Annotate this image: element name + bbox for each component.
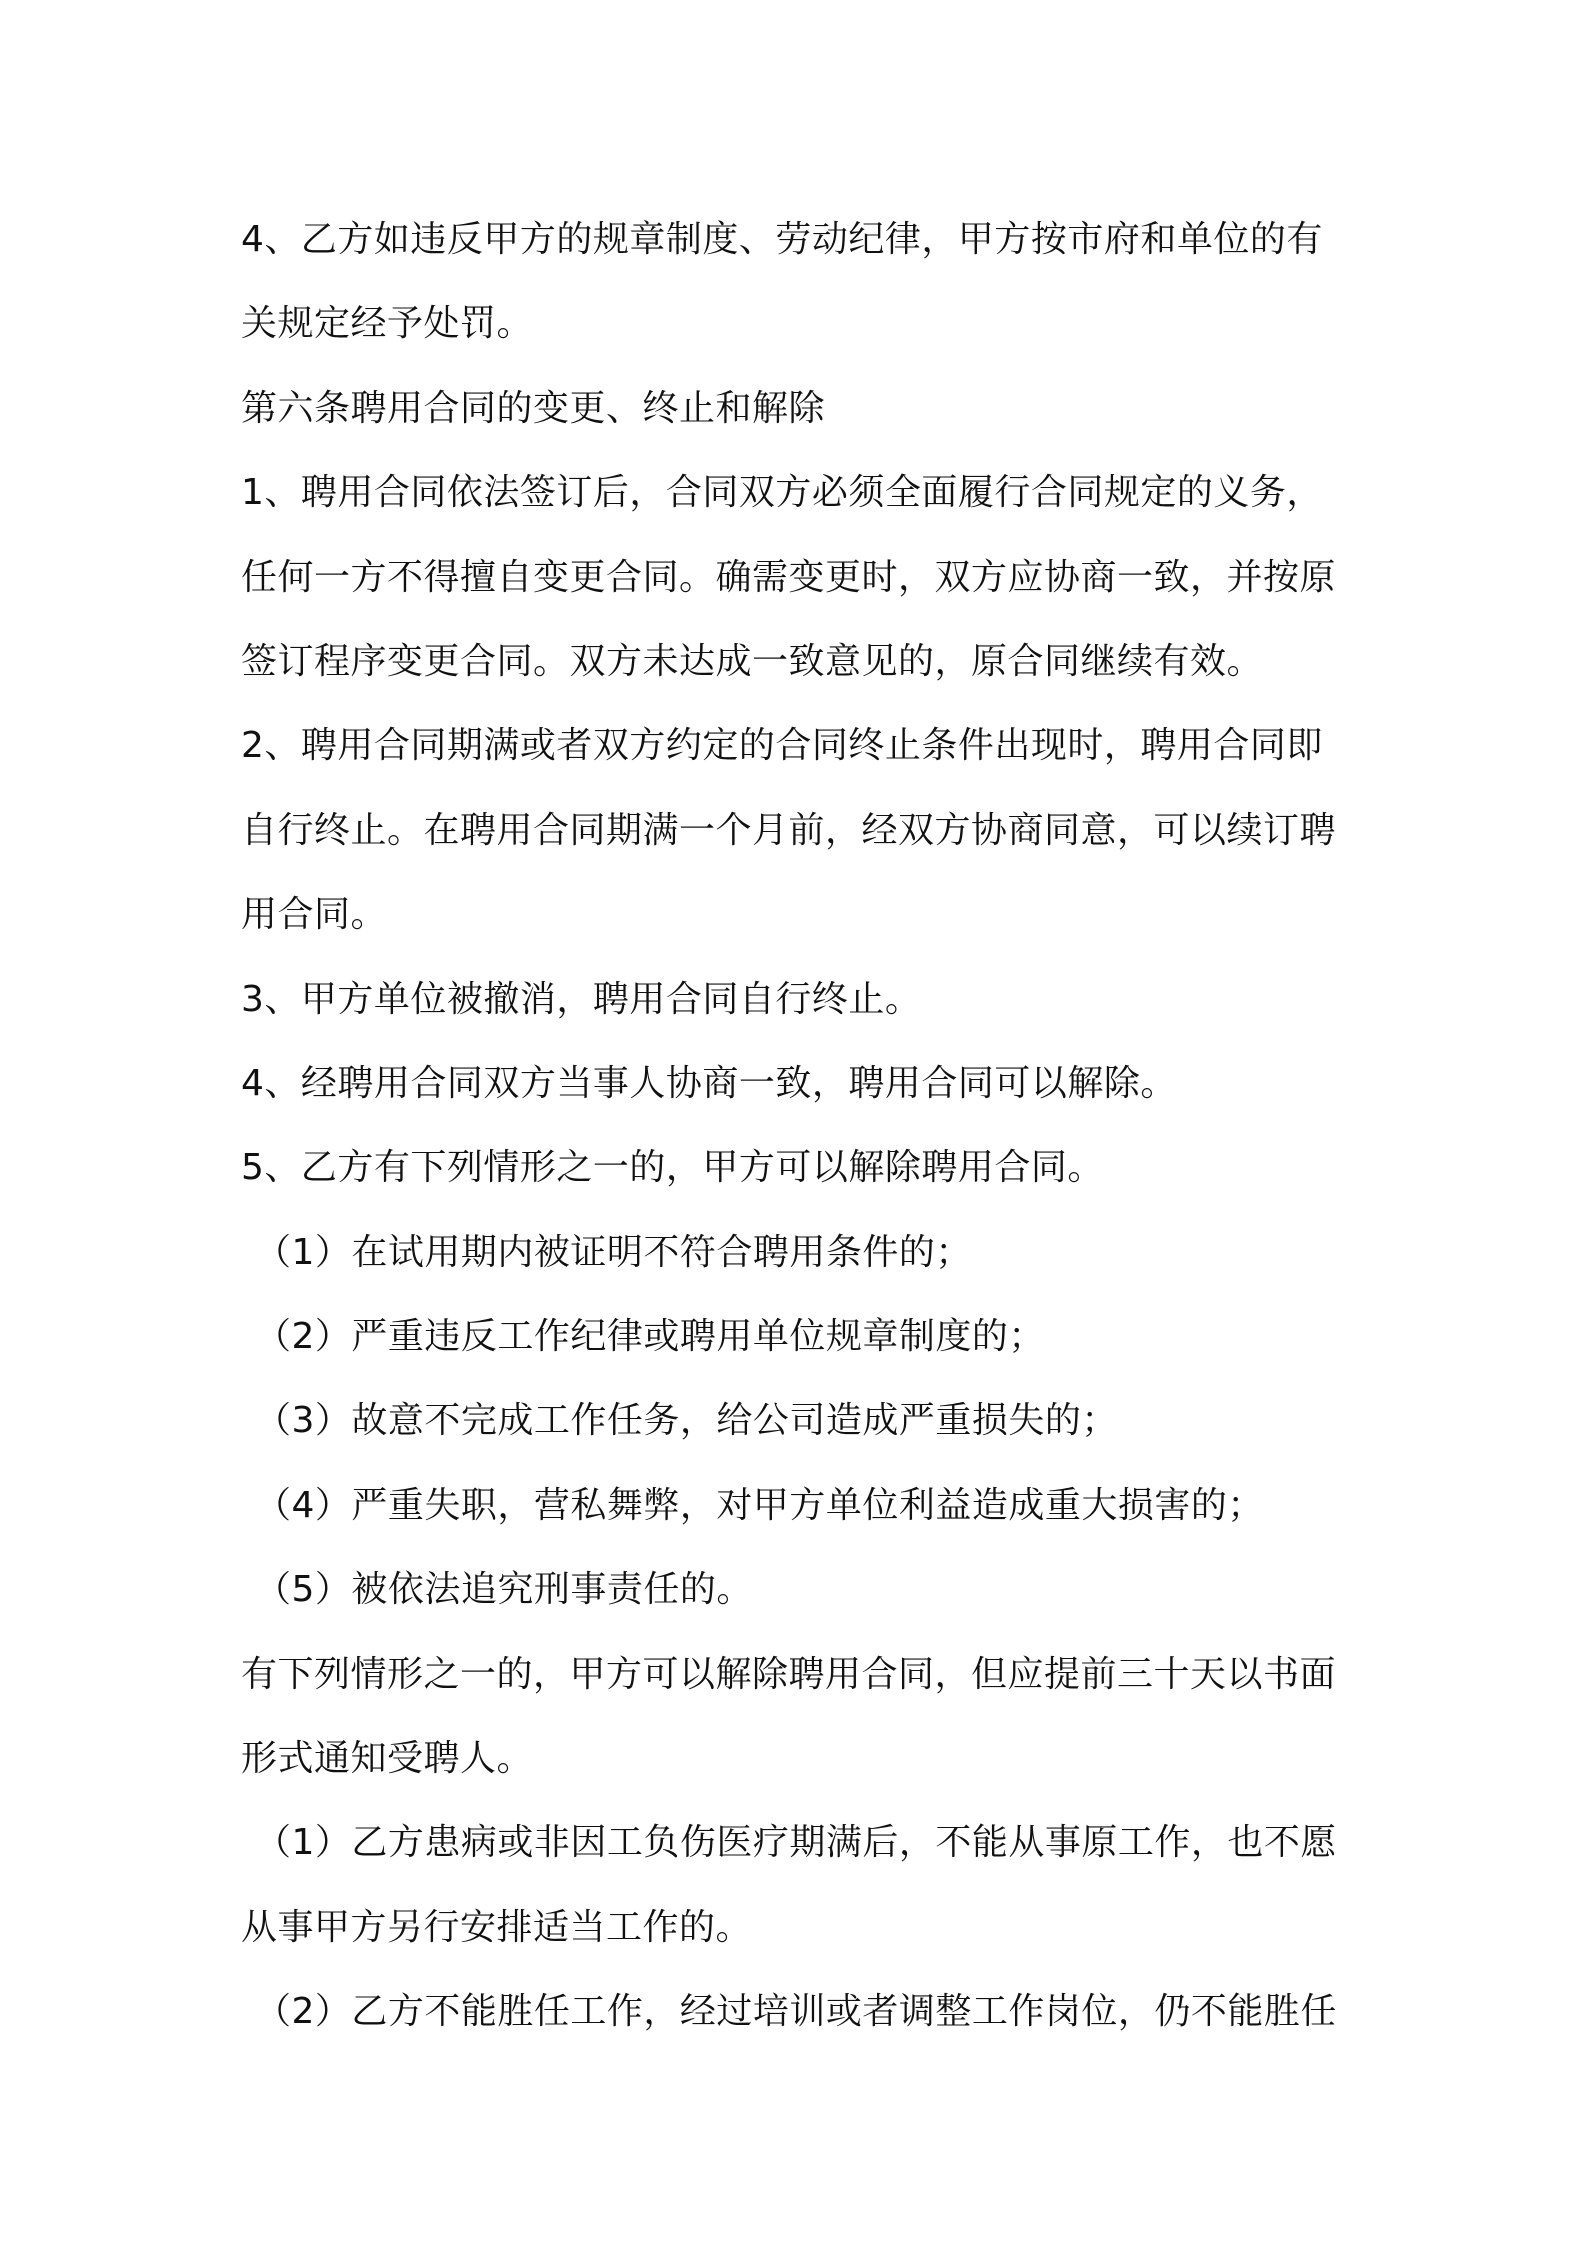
list-item: （2）严重违反工作纪律或聘用单位规章制度的； — [255, 1316, 1045, 1358]
document-page — [241, 198, 1361, 2055]
text-line: 任何一方不得擅自变更合同。确需变更时，双方应协商一致，并按原 — [241, 556, 1337, 598]
text-line: 3、甲方单位被撤消，聘用合同自行终止。 — [241, 978, 922, 1020]
list-item: （2）乙方不能胜任工作，经过培训或者调整工作岗位，仍不能胜任 — [255, 1991, 1337, 2033]
list-item: （1）乙方患病或非因工负伤医疗期满后，不能从事原工作，也不愿 — [255, 1822, 1337, 1864]
list-item: （4）严重失职，营私舞弊，对甲方单位利益造成重大损害的； — [255, 1484, 1264, 1526]
text-line: 4、经聘用合同双方当事人协商一致，聘用合同可以解除。 — [241, 1062, 1177, 1104]
list-item: （1）在试用期内被证明不符合聘用条件的； — [255, 1231, 972, 1273]
text-line: 2、聘用合同期满或者双方约定的合同终止条件出现时，聘用合同即 — [241, 725, 1323, 767]
text-line: 从事甲方另行安排适当工作的。 — [241, 1906, 753, 1948]
text-line: 签订程序变更合同。双方未达成一致意见的，原合同继续有效。 — [241, 640, 1264, 682]
text-line: 形式通知受聘人。 — [241, 1738, 534, 1780]
list-item: （3）故意不完成工作任务，给公司造成严重损失的； — [255, 1400, 1118, 1442]
text-line: 自行终止。在聘用合同期满一个月前，经双方协商同意，可以续订聘 — [241, 809, 1337, 851]
text-line: 1、聘用合同依法签订后，合同双方必须全面履行合同规定的义务， — [241, 472, 1323, 514]
text-line: 4、乙方如违反甲方的规章制度、劳动纪律，甲方按市府和单位的有 — [241, 219, 1323, 260]
text-line: 用合同。 — [241, 894, 388, 936]
section-heading: 第六条聘用合同的变更、终止和解除 — [241, 387, 826, 429]
list-item: （5）被依法追究刑事责任的。 — [255, 1569, 753, 1611]
text-line: 关规定经予处罚。 — [241, 303, 534, 345]
text-line: 有下列情形之一的，甲方可以解除聘用合同，但应提前三十天以书面 — [241, 1653, 1337, 1695]
text-line: 5、乙方有下列情形之一的，甲方可以解除聘用合同。 — [241, 1147, 1104, 1189]
